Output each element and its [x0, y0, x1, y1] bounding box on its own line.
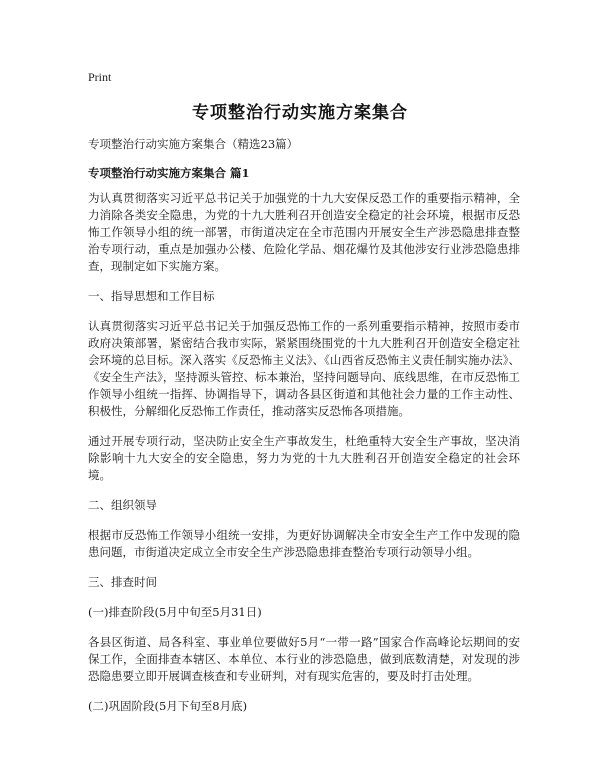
article-heading: 专项整治行动实施方案集合 篇1 — [88, 166, 250, 180]
paragraph-guiding-ideology: 认真贯彻落实习近平总书记关于加强反恐怖工作的一系列重要指示精神，按照市委市政府决策部署，紧密结合我市实际，紧紧围绕围党的十九大胜利召开创造安全稳定社会环境的总目标。深入落实《反恐怖主义法》、《山西省反恐怖主义责任制实施办法》、《安全生产法》，坚持源头管控、标本兼治，坚持问题导向、底线思维，在市反恐怖工作领导小组统一指挥、协调指导下，调动各县区街道和其他社会力量的工作主动性、积极性，分解细化反恐怖工作责任，推动落实反恐怖各项措施。 — [88, 319, 520, 418]
subsection-heading-investigation: (一)排查阶段(5月中旬至5月31日) — [88, 605, 262, 619]
section-heading-guiding-ideology: 一、指导思想和工作目标 — [88, 289, 215, 303]
document-body — [88, 136, 520, 728]
print-link[interactable]: Print — [88, 70, 112, 84]
section-heading-schedule: 三、排查时间 — [88, 575, 157, 589]
paragraph-investigation: 各县区街道、局各科室、事业单位要做好5月“一带一路”国家合作高峰论坛期间的安保工作，全面排查本辖区、本单位、本行业的涉恐隐患，做到底数清楚，对发现的涉恐隐患要立即开展调查核查和专业研判，对有现实危害的，要及时打击处理。 — [88, 635, 520, 683]
paragraph-organization: 根据市反恐怖工作领导小组统一安排，为更好协调解决全市安全生产工作中发现的隐患问题，市街道决定成立全市安全生产涉恐隐患排查整治专项行动领导小组。 — [88, 528, 520, 559]
subsection-heading-consolidation: (二)巩固阶段(5月下旬至8月底) — [88, 699, 248, 713]
section-heading-organization: 二、组织领导 — [88, 498, 157, 512]
paragraph-goals: 通过开展专项行动，坚决防止安全生产事故发生，杜绝重特大安全生产事故，坚决消除影响十九大安全的安全隐患，努力为党的十九大胜利召开创造安全稳定的社会环境。 — [88, 434, 520, 482]
page-title: 专项整治行动实施方案集合 — [192, 103, 408, 123]
document-subtitle: 专项整治行动实施方案集合（精选23篇） — [88, 137, 299, 151]
paragraph-intro: 为认真贯彻落实习近平总书记关于加强党的十九大安保反恐工作的重要指示精神，全力消除各类安全隐患，为党的十九大胜利召开创造安全稳定的社会环境，根据市反恐怖工作领导小组的统一部署，市街道决定在全市范围内开展安全生产涉恐隐患排查整治专项行动，重点是加强办公楼、危险化学品、烟花爆竹及其他涉安行业涉恐隐患排查，现制定如下实施方案。 — [88, 191, 520, 273]
